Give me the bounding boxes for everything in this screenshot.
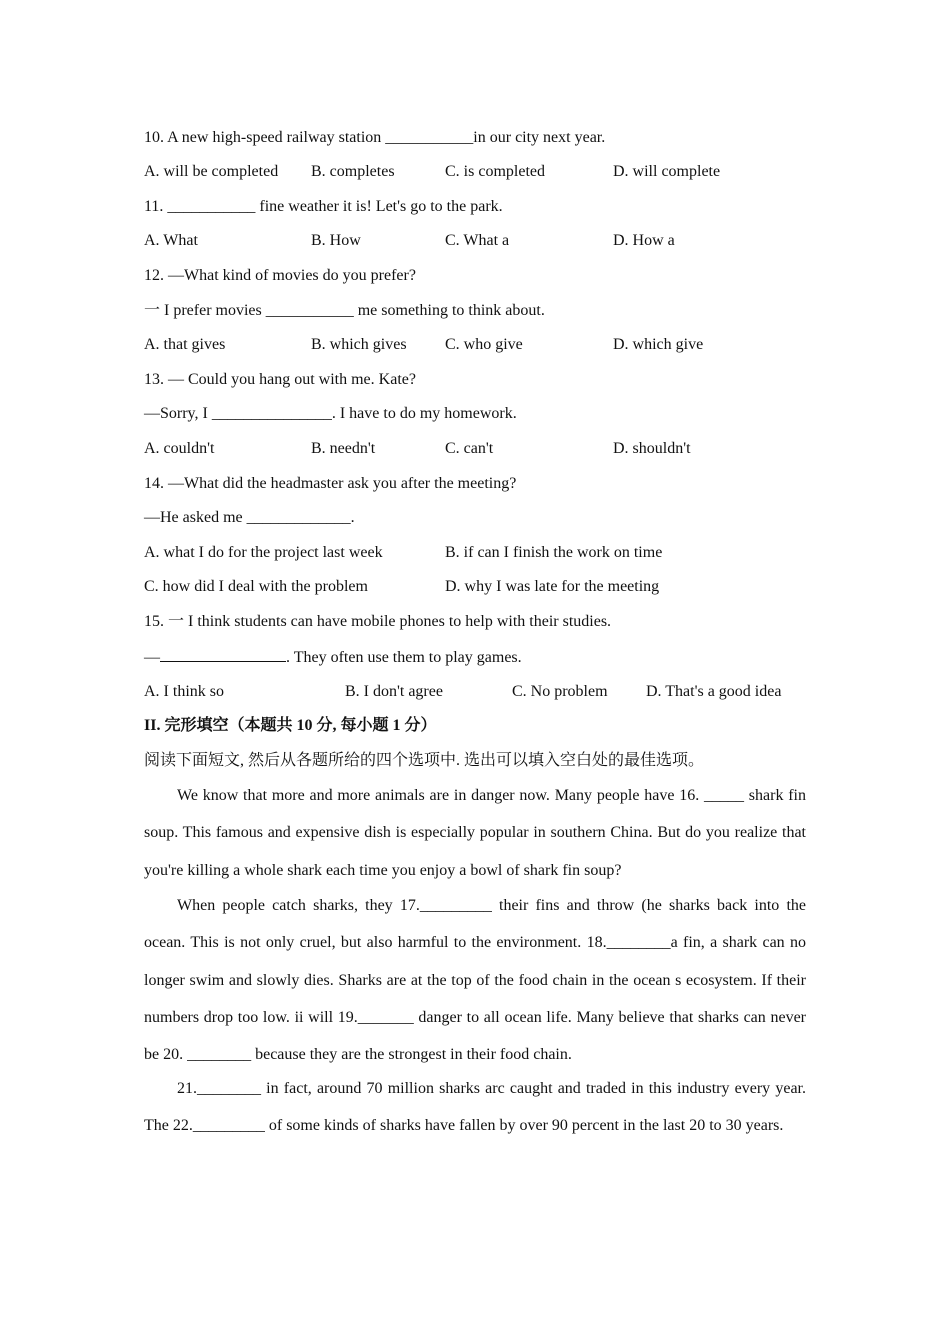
question-13-response: —Sorry, I _______________. I have to do my homework. — [144, 405, 517, 422]
q10-option-a: A. will be completed — [144, 163, 279, 180]
q12-option-d: D. which give — [613, 336, 704, 353]
q11-option-c: C. What a — [445, 232, 510, 249]
q10-option-d: D. will complete — [613, 163, 721, 180]
q11-option-a: A. What — [144, 232, 198, 249]
section-2-instruction: 阅读下面短文, 然后从各题所给的四个选项中. 选出可以填入空白处的最佳选项。 — [144, 752, 705, 769]
question-15-stem: 15. 一 I think students can have mobile phones to help with their studies. — [144, 613, 612, 630]
question-10-stem: 10. A new high-speed railway station ___________in our city next year. — [144, 129, 606, 146]
q14-option-b: B. if can I finish the work on time — [445, 544, 663, 561]
cloze-paragraph-1 — [144, 777, 806, 889]
cloze-paragraph-1-text: We know that more and more animals are in danger now. Many people have 16. _____ shark fin soup. This famous and expensive dish is especially popular in southern China. But do you realize that you're killing a whole shark each time you enjoy a bowl of shark fin soup? — [144, 787, 806, 879]
q13-option-b: B. needn't — [311, 440, 376, 457]
q11-option-b: B. How — [311, 232, 361, 249]
q12-option-a: A. that gives — [144, 336, 226, 353]
q12-option-c: C. who give — [445, 336, 523, 353]
q10-option-b: B. completes — [311, 163, 395, 180]
q15-blank-underline — [160, 647, 286, 662]
section-2-title: II. 完形填空（本题共 10 分, 每小题 1 分） — [144, 717, 437, 734]
q12-option-b: B. which gives — [311, 336, 407, 353]
q10-option-c: C. is completed — [445, 163, 545, 180]
q14-option-d: D. why I was late for the meeting — [445, 578, 660, 595]
question-15-response — [144, 647, 522, 668]
q11-option-d: D. How a — [613, 232, 675, 249]
q14-option-a: A. what I do for the project last week — [144, 544, 383, 561]
question-13-stem: 13. — Could you hang out with me. Kate? — [144, 371, 416, 388]
q15-option-c: C. No problem — [512, 683, 608, 700]
q13-option-c: C. can't — [445, 440, 494, 457]
cloze-paragraph-2-text: When people catch sharks, they 17._________ their fins and throw (he sharks back into the ocean. This is not only cruel, but also harmful to the environment. 18.________a fin, a shark can no longer swim and slowly dies. Sharks are at the top of the food chain in the ocean s ecosystem. If their numbers drop too low. ii will 19._______ danger to all ocean life. Many believe that sharks can never be 20. ________ because they are the strongest in their food chain. — [144, 897, 806, 1064]
q15-response-text: . They often use them to play games. — [286, 649, 522, 666]
q13-option-d: D. shouldn't — [613, 440, 691, 457]
question-12-response: 一 I prefer movies ___________ me something to think about. — [144, 302, 545, 319]
question-12-stem: 12. —What kind of movies do you prefer? — [144, 267, 416, 284]
question-14-stem: 14. —What did the headmaster ask you after the meeting? — [144, 475, 517, 492]
question-14-response: —He asked me _____________. — [144, 509, 355, 526]
q15-option-b: B. I don't agree — [345, 683, 443, 700]
q14-option-c: C. how did I deal with the problem — [144, 578, 368, 595]
question-11-stem: 11. ___________ fine weather it is! Let's go to the park. — [144, 198, 503, 215]
cloze-paragraph-3-text: 21.________ in fact, around 70 million sharks arc caught and traded in this industry every year. The 22._________ of some kinds of sharks have fallen by over 90 percent in the last 20 to 30 years. — [144, 1080, 806, 1135]
cloze-paragraph-2 — [144, 887, 806, 1073]
q13-option-a: A. couldn't — [144, 440, 215, 457]
q15-option-a: A. I think so — [144, 683, 224, 700]
q15-option-d: D. That's a good idea — [646, 683, 782, 700]
cloze-paragraph-3 — [144, 1070, 806, 1145]
q15-dash: — — [144, 649, 160, 666]
